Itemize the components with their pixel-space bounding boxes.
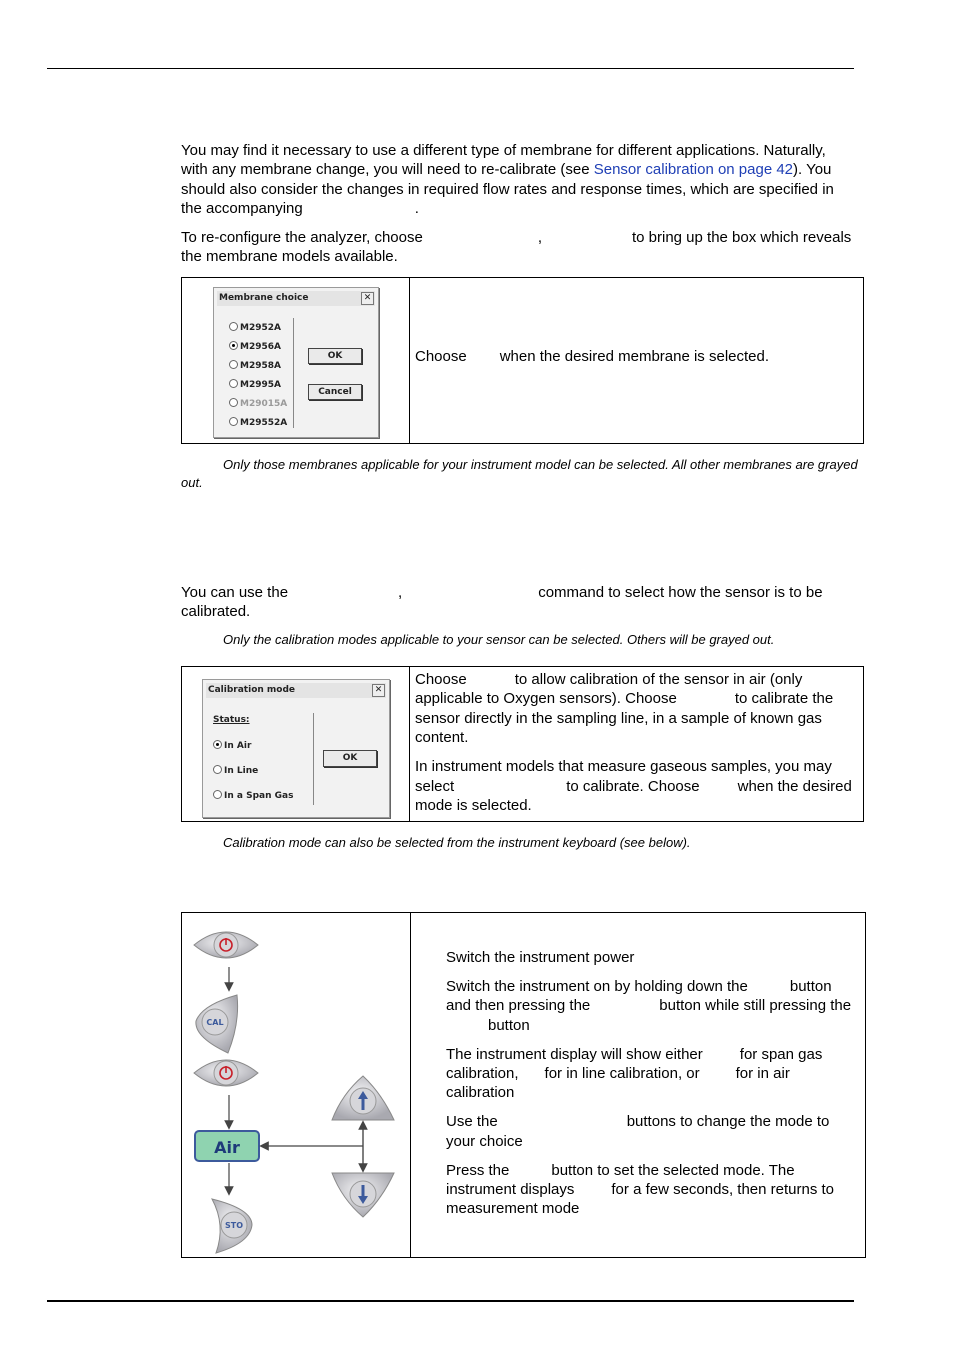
membrane-option-m2952a[interactable]: M2952A (229, 322, 281, 333)
membrane-option-m2956a[interactable]: M2956A (229, 341, 281, 352)
keypad-procedure-table (181, 912, 866, 1258)
radio-icon (213, 790, 222, 799)
up-arrow-key-icon (332, 1076, 394, 1120)
mode-option-in-span-gas[interactable]: In a Span Gas (213, 790, 293, 801)
footer-rule (47, 1300, 854, 1302)
radio-icon (229, 398, 238, 407)
status-label: Status: (213, 715, 250, 725)
arrow-keys-definitive (182, 913, 408, 1257)
radio-selected-icon (229, 341, 238, 350)
ok-button[interactable]: OK (308, 348, 362, 364)
cancel-button[interactable]: Cancel (308, 384, 362, 400)
ok-button[interactable]: OK (323, 750, 377, 767)
table-divider (409, 278, 410, 443)
step-1: Switch the instrument power (446, 949, 635, 966)
down-arrow-key-icon (332, 1173, 394, 1217)
membrane-choice-table (181, 277, 864, 444)
membrane-option-m2958a[interactable]: M2958A (229, 360, 281, 371)
membrane-intro-paragraph: You may find it necessary to use a different type of membrane for different applications. Naturally, with any membrane change, you will need to re-calibrate (see Sensor calibration on page 42). You should also consider the changes in required flow rates and response times, which are specified in the accompanying . (181, 142, 834, 218)
step-5: Press the button to set the selected mode. The instrument displays for a few seconds, then returns to measurement mode (446, 1161, 835, 1218)
membrane-option-m29552a[interactable]: M29552A (229, 417, 287, 428)
radio-icon (229, 322, 238, 331)
cal-key-label: CAL (206, 1018, 224, 1027)
calibration-instruction: Choose to allow calibration of the sensor in air (only applicable to Oxygen sensors). Choose to calibrate the sensor directly in the sampling line, in a sample of known gas content. In instrument models that measure gaseous samples, you may select to calibrate. Choose when the desired mode is selected. (415, 671, 852, 814)
membrane-instruction: Choose when the desired membrane is selected. (415, 348, 770, 365)
membrane-note: Only those membranes applicable for your instrument model can be selected. All other membranes are grayed out. (181, 457, 858, 490)
radio-selected-icon (213, 740, 222, 749)
close-icon[interactable]: ✕ (361, 292, 374, 305)
dialog-divider (313, 713, 314, 805)
dialog-title-bar (217, 291, 375, 306)
dialog-title: Calibration mode (208, 685, 296, 695)
membrane-option-m29015a: M29015A (229, 398, 287, 409)
step-3: The instrument display will show either for span gas calibration, for in line calibration, or for in air calibration (446, 1045, 823, 1102)
air-display-label: Air (214, 1138, 240, 1157)
radio-icon (229, 360, 238, 369)
calibration-mode-paragraph: You can use the , command to select how the sensor is to be calibrated. (181, 584, 823, 621)
calibration-mode-dialog (202, 679, 390, 818)
reconfigure-paragraph: To re-configure the analyzer, choose , to bring up the box which reveals the membrane models available. (181, 229, 852, 266)
step-2: Switch the instrument on by holding down the button and then pressing the button while still pressing thebutton (446, 977, 852, 1034)
mode-option-in-air[interactable]: In Air (213, 740, 251, 751)
table-divider (410, 913, 411, 1257)
radio-icon (229, 417, 238, 426)
radio-icon (213, 765, 222, 774)
calibration-mode-table (181, 666, 864, 822)
membrane-option-m2995a[interactable]: M2995A (229, 379, 281, 390)
dialog-title: Membrane choice (219, 293, 309, 303)
step-4: Use the buttons to change the mode to your choice (446, 1113, 830, 1150)
membrane-choice-dialog (213, 287, 379, 438)
sto-key-label: STO (224, 1221, 244, 1230)
keyboard-note: Calibration mode can also be selected from the instrument keyboard (see below). (223, 835, 691, 850)
header-rule (47, 68, 854, 69)
dialog-title-bar (206, 683, 386, 698)
dialog-divider (293, 318, 294, 428)
calibration-modes-note: Only the calibration modes applicable to your sensor can be selected. Others will be grayed out. (223, 632, 775, 647)
close-icon[interactable]: ✕ (372, 684, 385, 697)
mode-option-in-line[interactable]: In Line (213, 765, 258, 776)
sensor-calibration-link[interactable]: Sensor calibration on page 42 (593, 161, 794, 179)
table-divider (409, 667, 410, 821)
procedure-steps (446, 948, 856, 1228)
radio-icon (229, 379, 238, 388)
